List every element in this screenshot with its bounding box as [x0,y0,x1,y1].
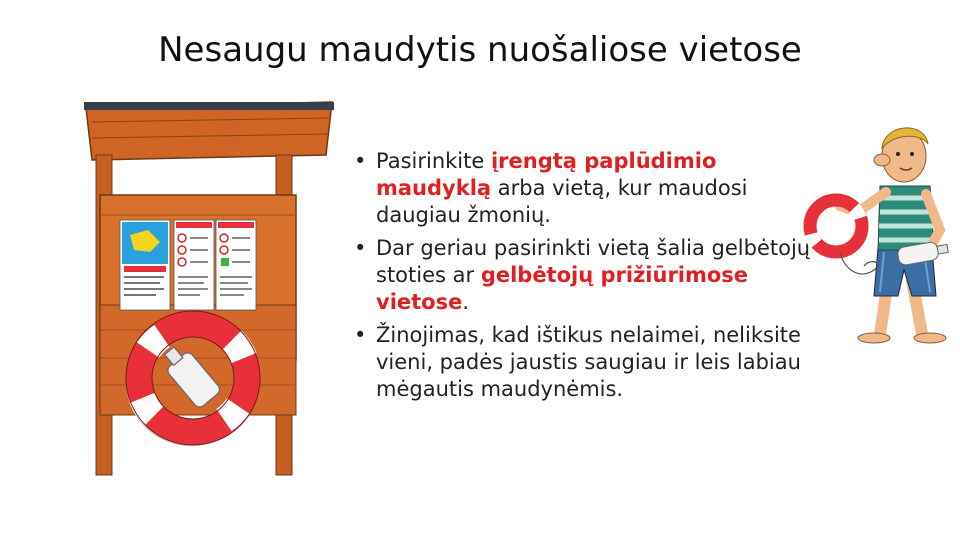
bullet-text: Žinojimas, kad ištikus nelaimei, neliksite vieni, padės jaustis saugiau ir leis labiau mėgautis maudynėmis. [376,323,801,401]
bullet-list [352,148,832,409]
bullet-symbol: • [354,149,367,173]
bullet-text: . [462,290,470,314]
bullet-item-3 [352,322,832,403]
bullet-text: Dar geriau pasirinkti vietą šalia gelbėtojų stoties ar [376,236,811,287]
bullet-text: arba vietą, kur maudosi daugiau žmonių. [376,176,748,227]
info-board-illustration [78,100,343,478]
bullet-item-2 [352,235,832,316]
lifeguard-illustration [800,120,960,350]
bullet-text: Pasirinkite [376,149,491,173]
bullet-highlight: gelbėtojų prižiūrimose vietose [376,263,749,314]
bullet-symbol: • [354,236,367,260]
bullet-symbol: • [354,323,367,347]
bullet-item-1 [352,148,832,229]
slide-title: Nesaugu maudytis nuošaliose vietose [158,30,802,70]
bullet-highlight: įrengtą paplūdimio maudyklą [376,149,717,200]
